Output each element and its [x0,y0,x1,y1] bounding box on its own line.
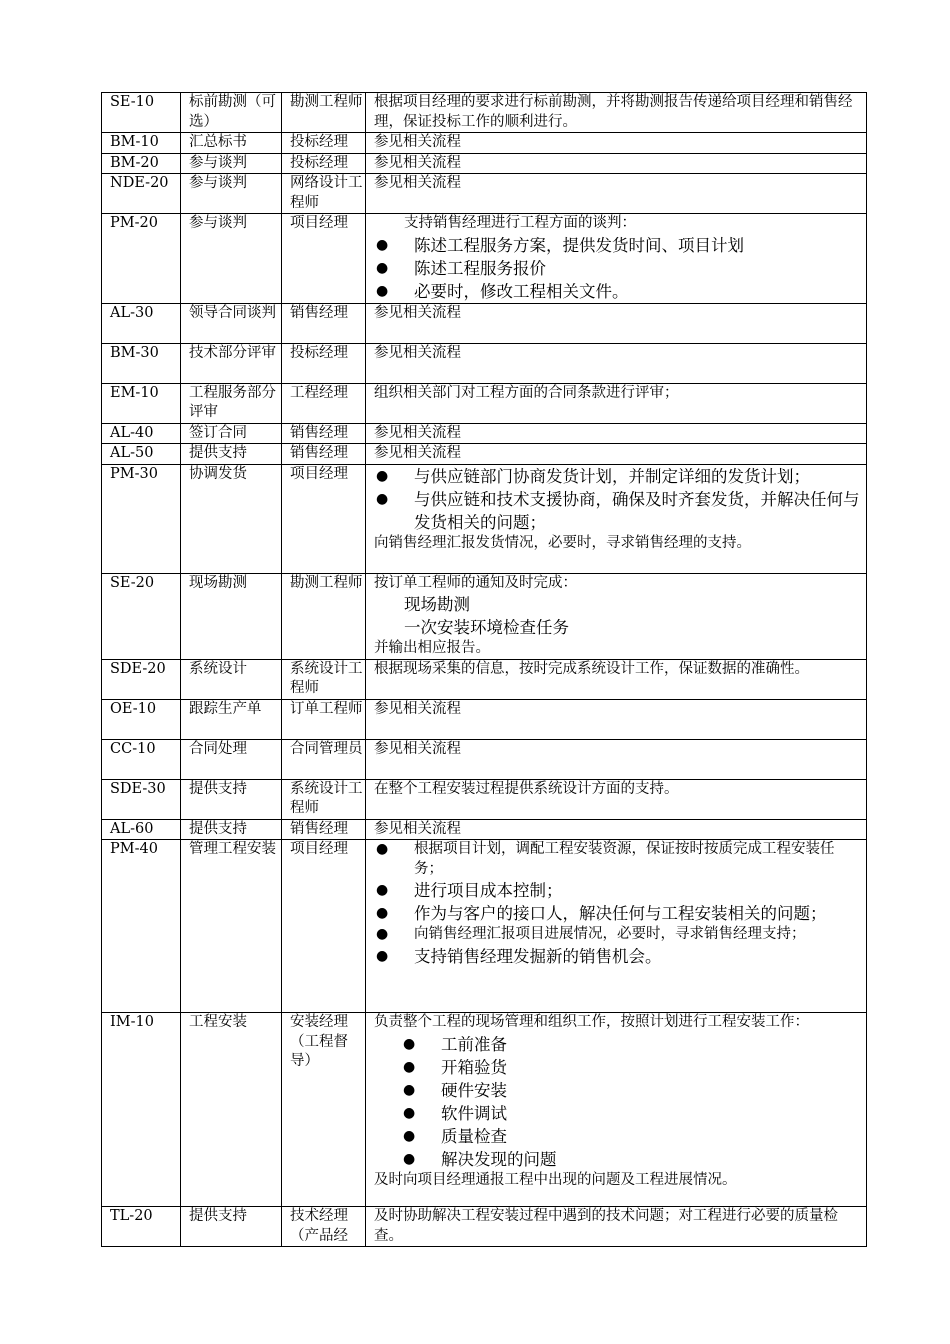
step-role: 销售经理 [282,819,366,840]
list-item: ● 进行项目成本控制； [376,881,563,900]
step-desc: 及时协助解决工程安装过程中遇到的技术问题；对工程进行必要的质量检查。 [366,1207,867,1247]
step-name: 领导合同谈判 [181,303,282,343]
bullet-icon: ● [403,1150,416,1167]
step-code: AL-30 [102,303,181,343]
table-row [102,659,867,699]
bullet-icon: ● [403,1104,416,1121]
step-name: 参与谈判 [181,153,282,174]
list-item: 一次安装环境检查任务 [404,618,569,637]
step-name: 工程服务部分评审 [181,383,282,423]
step-role: 投标经理 [282,343,366,383]
step-code: PM-40 [102,840,181,1013]
step-code: BM-10 [102,133,181,154]
step-role: 勘测工程师 [282,93,366,133]
step-desc: 在整个工程安装过程提供系统设计方面的支持。 [366,779,867,819]
step-name: 提供支持 [181,819,282,840]
step-role: 项目经理 [282,214,366,304]
step-code: CC-10 [102,739,181,779]
table-row [102,779,867,819]
table-row [102,343,867,383]
table-row [102,840,867,1013]
bullet-list [374,465,862,534]
bullet-icon: ● [403,1035,416,1052]
step-desc: 组织相关部门对工程方面的合同条款进行评审； [366,383,867,423]
table-row [102,1013,867,1207]
step-code: SDE-20 [102,659,181,699]
table-row [102,214,867,304]
step-name: 提供支持 [181,779,282,819]
list-item: ● 支持销售经理发掘新的销售机会。 [376,946,662,966]
step-name: 参与谈判 [181,214,282,304]
table-row [102,699,867,739]
table-row [102,153,867,174]
bullet-icon: ● [376,841,389,857]
step-code: BM-20 [102,153,181,174]
bullet-icon: ● [376,490,389,507]
step-desc: 参见相关流程 [366,343,867,383]
bullet-icon: ● [376,467,389,484]
step-desc: 参见相关流程 [366,133,867,154]
step-code: BM-30 [102,343,181,383]
desc-intro: 支持销售经理进行工程方面的谈判： [404,215,636,231]
step-role: 项目经理 [282,840,366,1013]
bullet-icon: ● [376,926,389,942]
list-item: ● 硬件安装 [403,1080,507,1100]
table-row [102,464,867,573]
desc-outro: 及时向项目经理通报工程中出现的问题及工程进展情况。 [374,1171,737,1188]
step-name: 提供支持 [181,444,282,465]
table-row [102,739,867,779]
step-role: 工程经理 [282,383,366,423]
step-desc: 参见相关流程 [366,303,867,343]
list-item: ● 与供应链和技术支援协商，确保及时齐套发货，并解决任何与发货相关的问题； [376,489,860,532]
step-desc [366,464,867,573]
step-role: 合同管理员 [282,739,366,779]
table-row [102,573,867,659]
table-row [102,819,867,840]
bullet-icon: ● [376,259,389,276]
step-role: 投标经理 [282,153,366,174]
list-item: 现场勘测 [404,595,470,614]
table-row [102,1207,867,1247]
step-code: SDE-30 [102,779,181,819]
step-name: 技术部分评审 [181,343,282,383]
bullet-icon: ● [376,905,389,921]
step-desc [366,1013,867,1207]
step-desc: 根据现场采集的信息，按时完成系统设计工作，保证数据的准确性。 [366,659,867,699]
step-role: 技术经理（产品经 [282,1207,366,1247]
table-row [102,174,867,214]
desc-intro: 按订单工程师的通知及时完成： [374,574,577,591]
step-desc: 参见相关流程 [366,819,867,840]
step-name: 现场勘测 [181,573,282,659]
bullet-icon: ● [376,882,389,898]
list-item: ● 与供应链部门协商发货计划，并制定详细的发货计划； [376,466,810,486]
step-role: 销售经理 [282,444,366,465]
table-row [102,444,867,465]
table-row [102,423,867,444]
step-code: SE-20 [102,573,181,659]
step-code: TL-20 [102,1207,181,1247]
step-desc: 参见相关流程 [366,174,867,214]
step-code: SE-10 [102,93,181,133]
table-row [102,133,867,154]
list-item: ● 陈述工程服务方案，提供发货时间、项目计划 [376,235,744,255]
step-desc: 参见相关流程 [366,699,867,739]
step-role: 投标经理 [282,133,366,154]
step-role: 安装经理（工程督导） [282,1013,366,1207]
step-code: AL-60 [102,819,181,840]
table-row [102,383,867,423]
step-code: AL-40 [102,423,181,444]
step-name: 汇总标书 [181,133,282,154]
list-item: ● 解决发现的问题 [403,1149,557,1169]
step-code: NDE-20 [102,174,181,214]
step-desc: 参见相关流程 [366,444,867,465]
step-name: 签订合同 [181,423,282,444]
list-item: ● 必要时，修改工程相关文件。 [376,281,629,301]
step-name: 标前勘测（可选） [181,93,282,133]
desc-outro: 并输出相应报告。 [374,640,490,656]
step-role: 销售经理 [282,423,366,444]
step-code: OE-10 [102,699,181,739]
step-code: PM-20 [102,214,181,304]
step-code: PM-30 [102,464,181,573]
step-role: 勘测工程师 [282,573,366,659]
bullet-icon: ● [403,1081,416,1098]
desc-outro: 向销售经理汇报发货情况，必要时，寻求销售经理的支持。 [374,534,751,551]
step-code: IM-10 [102,1013,181,1207]
step-code: AL-50 [102,444,181,465]
step-desc [366,573,867,659]
bullet-icon: ● [403,1127,416,1144]
step-desc [366,840,867,1013]
bullet-icon: ● [376,236,389,253]
list-item: ● 陈述工程服务报价 [376,258,546,278]
step-role: 网络设计工程师 [282,174,366,214]
list-item: ● 质量检查 [403,1126,507,1146]
step-desc: 根据项目经理的要求进行标前勘测，并将勘测报告传递给项目经理和销售经理，保证投标工作的顺利进行。 [366,93,867,133]
step-role: 系统设计工程师 [282,659,366,699]
step-name: 提供支持 [181,1207,282,1247]
step-role: 销售经理 [282,303,366,343]
bullet-list [374,840,862,968]
step-name: 工程安装 [181,1013,282,1207]
list-item: ● 开箱验货 [403,1057,507,1077]
step-code: EM-10 [102,383,181,423]
list-item: ● 向销售经理汇报项目进展情况，必要时，寻求销售经理支持； [374,925,862,945]
list-item: ● 作为与客户的接口人，解决任何与工程安装相关的问题； [376,904,827,923]
step-desc: 参见相关流程 [366,739,867,779]
step-name: 管理工程安装 [181,840,282,1013]
bullet-icon: ● [376,947,389,964]
step-desc [366,214,867,304]
step-name: 合同处理 [181,739,282,779]
list-item: ● 工前准备 [403,1034,507,1054]
step-role: 项目经理 [282,464,366,573]
step-role: 订单工程师 [282,699,366,739]
step-role: 系统设计工程师 [282,779,366,819]
bullet-list [374,234,862,303]
process-table [101,92,867,1247]
desc-intro: 负责整个工程的现场管理和组织工作，按照计划进行工程安装工作： [374,1014,809,1030]
table-row [102,303,867,343]
step-desc: 参见相关流程 [366,423,867,444]
step-name: 系统设计 [181,659,282,699]
bullet-icon: ● [403,1058,416,1075]
step-name: 跟踪生产单 [181,699,282,739]
bullet-list [374,1033,862,1171]
list-item: ● 根据项目计划，调配工程安装资源，保证按时按质完成工程安装任务； [376,841,835,877]
list-item: ● 软件调试 [403,1103,507,1123]
step-desc: 参见相关流程 [366,153,867,174]
table-row [102,93,867,133]
step-name: 参与谈判 [181,174,282,214]
bullet-icon: ● [376,282,389,299]
step-name: 协调发货 [181,464,282,573]
